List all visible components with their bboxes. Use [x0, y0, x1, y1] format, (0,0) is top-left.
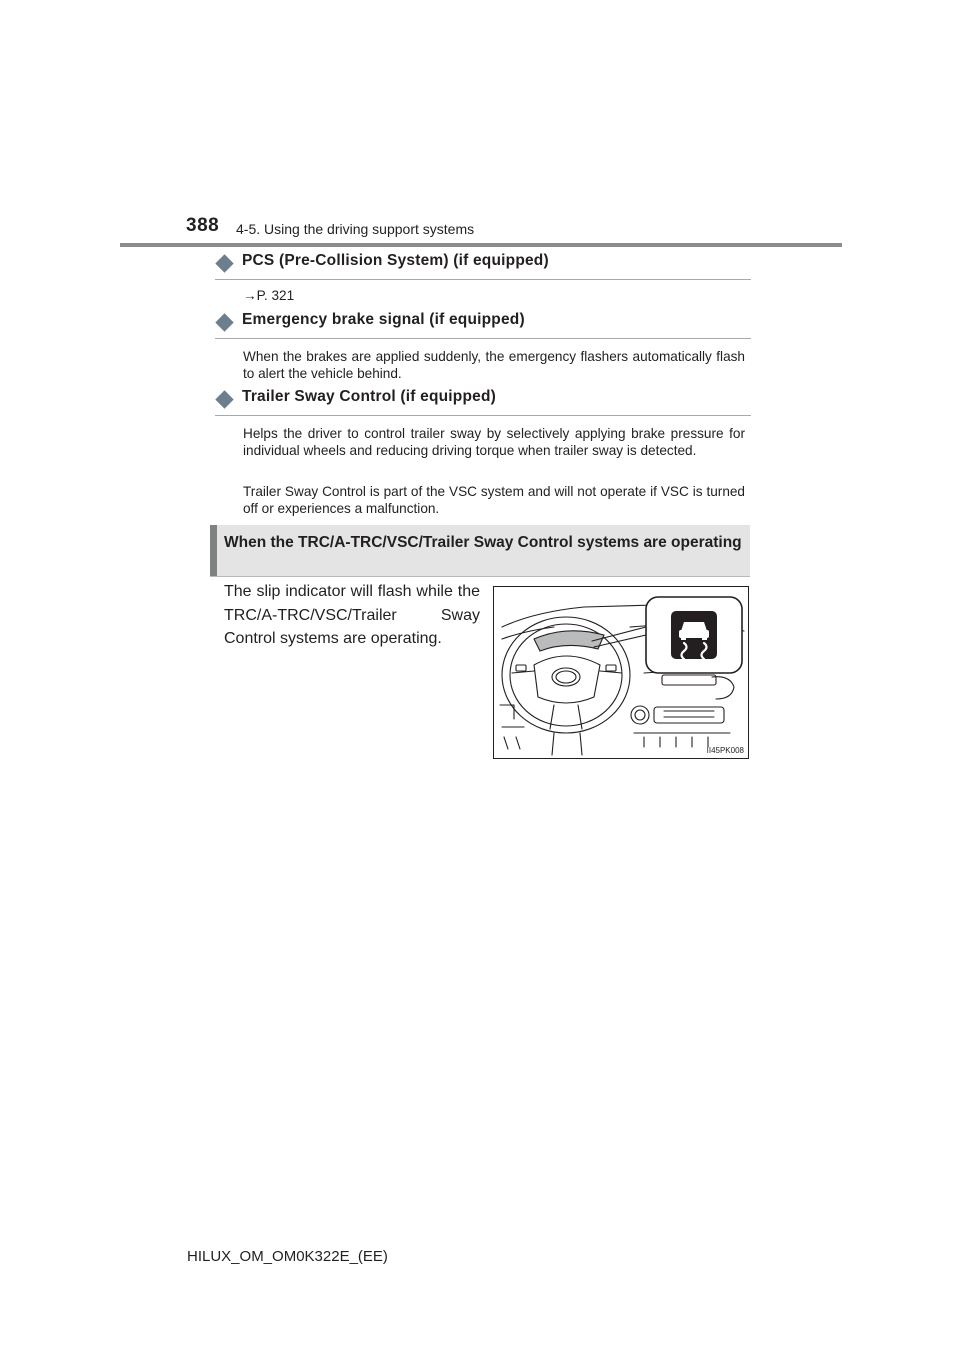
paragraph: Helps the driver to control trailer sway by selectively applying brake pressure for individual wheels and reducing driving torque when trailer sway is detected.	[243, 426, 745, 458]
dashboard-illustration	[493, 586, 749, 759]
operating-description: The slip indicator will flash while the TRC/A-TRC/VSC/Trailer Sway Control systems are operating.	[224, 583, 480, 647]
diamond-bullet-icon	[215, 254, 233, 272]
dashboard-drawing	[494, 587, 749, 759]
banner-title: When the TRC/A-TRC/VSC/Trailer Sway Control systems are operating	[224, 534, 742, 551]
diamond-bullet-icon	[215, 390, 233, 408]
diamond-bullet-icon	[215, 313, 233, 331]
section-title: 4-5. Using the driving support systems	[236, 221, 475, 237]
subheading-emergency-brake-signal	[215, 311, 751, 339]
subheading-label: Emergency brake signal (if equipped)	[242, 311, 525, 328]
subheading-label: Trailer Sway Control (if equipped)	[242, 388, 496, 405]
page-reference-link[interactable]: →P. 321	[243, 288, 295, 303]
subheading-trailer-sway-control	[215, 388, 751, 416]
subheading-label: PCS (Pre-Collision System) (if equipped)	[242, 252, 549, 269]
paragraph: Trailer Sway Control is part of the VSC system and will not operate if VSC is turned off or experiences a malfunction.	[243, 484, 745, 516]
header-rule	[120, 243, 842, 247]
topic-banner	[210, 525, 750, 577]
paragraph: When the brakes are applied suddenly, the emergency flashers automatically flash to alert the vehicle behind.	[243, 349, 745, 381]
banner-bar	[210, 525, 217, 576]
subheading-pcs	[215, 252, 751, 280]
document-id: HILUX_OM_OM0K322E_(EE)	[187, 1248, 388, 1265]
slip-indicator-icon	[671, 611, 717, 659]
figure-code: II45PK008	[706, 746, 744, 755]
page-number: 388	[186, 215, 220, 236]
